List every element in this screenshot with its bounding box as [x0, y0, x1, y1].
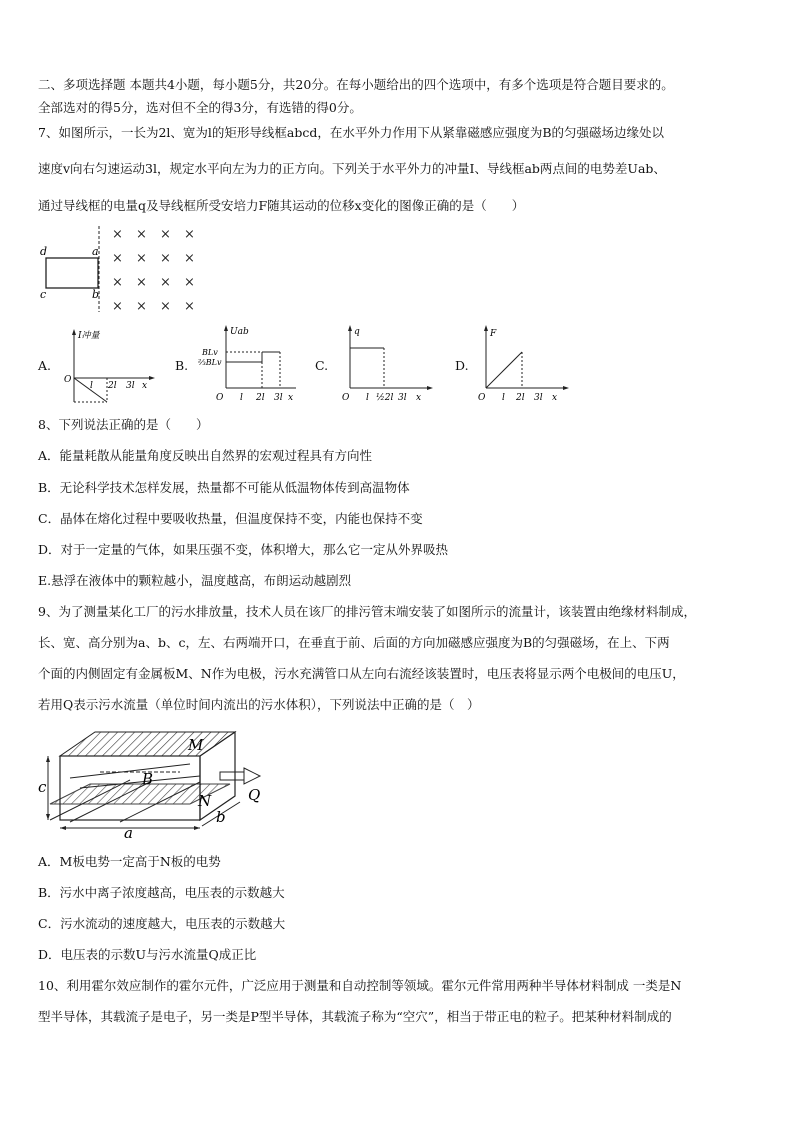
field-cross-2-3: ×: [184, 275, 195, 290]
field-cross-2-2: ×: [160, 275, 171, 290]
label-N: N: [198, 792, 212, 810]
field-cross-0-0: ×: [112, 227, 123, 242]
label-a: a: [124, 824, 133, 840]
label-Q: Q: [248, 786, 261, 804]
section-heading-line2: 全部选对的得5分，选对但不全的得3分，有选错的得0分。: [38, 100, 362, 115]
q7-graph-c: [336, 322, 436, 406]
graph-b-ylabel: Uab: [230, 327, 249, 337]
graph-a-ylabel: I冲量: [78, 331, 100, 341]
q9-stem-line4: 若用Q表示污水流量（单位时间内流出的污水体积），下列说法中正确的是（ ）: [38, 697, 480, 712]
graph-a-tick-l: l: [90, 381, 93, 391]
q8-option-c: C．晶体在熔化过程中要吸收热量，但温度保持不变，内能也保持不变: [38, 511, 423, 526]
q9-option-d: D．电压表的示数U与污水流量Q成正比: [38, 947, 257, 962]
graph-d-tick-3l: 3l: [534, 393, 543, 403]
q7-graph-b: [196, 322, 300, 406]
q7-loop-figure: [36, 222, 196, 318]
corner-a: a: [92, 245, 99, 258]
graph-b-y1: BLv: [202, 348, 218, 357]
graph-b-origin: O: [216, 393, 224, 403]
graph-c-xlabel: x: [416, 393, 422, 403]
q7-option-a-label: A.: [38, 358, 52, 373]
q9-stem-line3: 个面的内侧固定有金属板M、N作为电极，污水充满管口从左向右流经该装置时，电压表将显示两个电极间的电压U，: [38, 666, 685, 681]
graph-a-tick-3l: 3l: [126, 381, 135, 391]
section-heading-line1: 二、多项选择题 本题共4小题，每小题5分，共20分。在每小题给出的四个选项中，有多个选项是符合题目要求的。: [38, 77, 674, 92]
q7-option-b-label: B.: [175, 358, 189, 373]
q7-stem-line2: 速度v向右匀速运动3l，规定水平向左为力的正方向。下列关于水平外力的冲量I、导线框ab两点间的电势差Uab、: [38, 161, 666, 176]
q10-stem-line2: 型半导体，其载流子是电子，另一类是P型半导体，其载流子称为“空穴”，相当于带正电的粒子。把某种材料制成的: [38, 1009, 672, 1024]
graph-c-origin: O: [342, 393, 350, 403]
q7-graph-a: [62, 326, 158, 408]
q7-stem-line3: 通过导线框的电量q及导线框所受安培力F随其运动的位移x变化的图像正确的是（ ）: [38, 198, 525, 213]
q9-option-c: C．污水流动的速度越大，电压表的示数越大: [38, 916, 286, 931]
q10-stem-line1: 10、利用霍尔效应制作的霍尔元件，广泛应用于测量和自动控制等领域。霍尔元件常用两种半导体材料制成 一类是N: [38, 978, 682, 993]
q7-option-d-label: D.: [455, 358, 469, 373]
graph-d-origin: O: [478, 393, 486, 403]
q8-option-e: E.悬浮在液体中的颗粒越小，温度越高，布朗运动越剧烈: [38, 573, 352, 588]
field-cross-0-1: ×: [136, 227, 147, 242]
q9-stem-line2: 长、宽、高分别为a、b、c，左、右两端开口，在垂直于前、后面的方向加磁感应强度为B的匀强磁场，在上、下两: [38, 635, 670, 650]
graph-c-tick-2l: ½2l: [376, 393, 394, 403]
graph-a-tick-2l: 2l: [108, 381, 117, 391]
field-cross-3-3: ×: [184, 299, 195, 314]
field-cross-2-0: ×: [112, 275, 123, 290]
graph-d-tick-2l: 2l: [516, 393, 525, 403]
graph-a-origin: O: [64, 375, 72, 385]
q9-flowmeter-figure: [30, 726, 280, 840]
graph-b-xlabel: x: [288, 393, 294, 403]
q7-graph-d: [476, 322, 572, 406]
corner-d: d: [40, 245, 48, 258]
label-b: b: [216, 808, 226, 826]
field-cross-1-1: ×: [136, 251, 147, 266]
graph-b-tick-l: l: [240, 393, 243, 403]
q8-stem: 8、下列说法正确的是（ ）: [38, 417, 209, 432]
q8-option-a: A．能量耗散从能量角度反映出自然界的宏观过程具有方向性: [38, 448, 373, 463]
label-B: B: [142, 770, 154, 788]
field-cross-0-3: ×: [184, 227, 195, 242]
label-M: M: [188, 736, 204, 754]
q9-option-b: B．污水中离子浓度越高，电压表的示数越大: [38, 885, 285, 900]
graph-b-tick-2l: 2l: [256, 393, 265, 403]
graph-b-y2: ⅔BLv: [198, 358, 222, 367]
field-cross-3-2: ×: [160, 299, 171, 314]
field-cross-3-0: ×: [112, 299, 123, 314]
magnetic-field-crosses: [112, 227, 195, 314]
graph-c-tick-l: l: [366, 393, 369, 403]
field-cross-1-0: ×: [112, 251, 123, 266]
graph-a-xlabel: x: [142, 381, 148, 391]
q7-stem-line1: 7、如图所示，一长为2l、宽为l的矩形导线框abcd，在水平外力作用下从紧靠磁感应强度为B的匀强磁场边缘处以: [38, 125, 665, 140]
field-cross-1-3: ×: [184, 251, 195, 266]
corner-b: b: [92, 288, 100, 301]
q8-option-d: D．对于一定量的气体，如果压强不变，体积增大，那么它一定从外界吸热: [38, 542, 449, 557]
q8-option-b: B．无论科学技术怎样发展，热量都不可能从低温物体传到高温物体: [38, 480, 410, 495]
graph-c-tick-3l: 3l: [398, 393, 407, 403]
q9-option-a: A．M板电势一定高于N板的电势: [38, 854, 221, 869]
graph-d-tick-l: l: [502, 393, 505, 403]
graph-b-tick-3l: 3l: [274, 393, 283, 403]
corner-c: c: [40, 288, 47, 301]
field-cross-3-1: ×: [136, 299, 147, 314]
q9-stem-line1: 9、为了测量某化工厂的污水排放量，技术人员在该厂的排污管末端安装了如图所示的流量计，该装置由绝缘材料制成，: [38, 604, 696, 619]
q7-option-c-label: C.: [315, 358, 329, 373]
graph-c-ylabel: q: [354, 327, 360, 337]
graph-d-ylabel: F: [490, 329, 497, 339]
field-cross-1-2: ×: [160, 251, 171, 266]
field-cross-2-1: ×: [136, 275, 147, 290]
graph-d-xlabel: x: [552, 393, 558, 403]
field-cross-0-2: ×: [160, 227, 171, 242]
label-c: c: [38, 778, 47, 796]
